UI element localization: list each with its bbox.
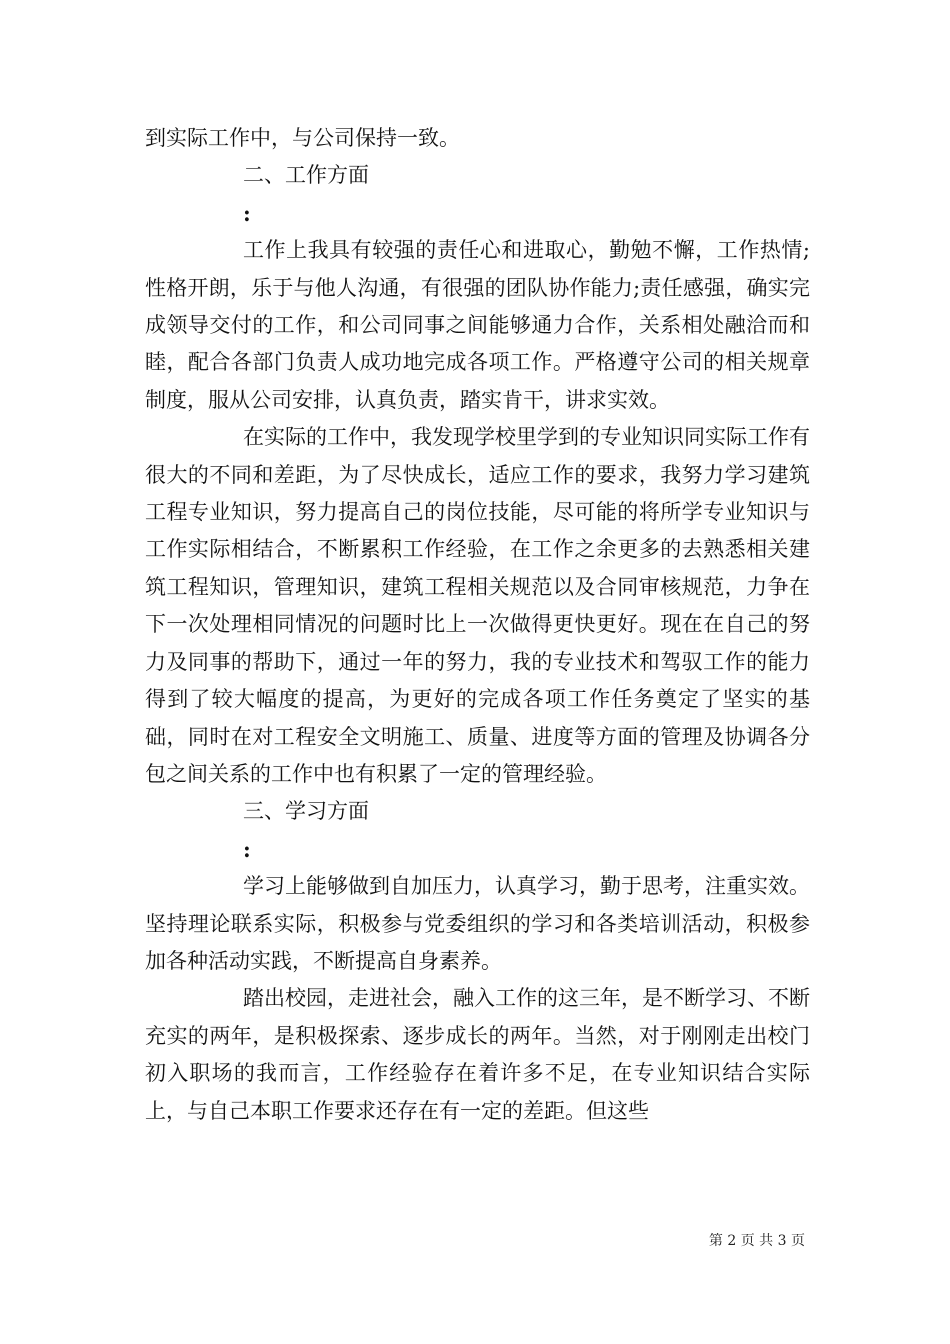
section-heading-work: 二、工作方面 [243,163,369,188]
section-heading-study: 三、学习方面 [243,799,369,824]
paragraph-work-attitude: 工作上我具有较强的责任心和进取心，勤勉不懈，工作热情;性格开朗，乐于与他人沟通，有很强的团队协作能力;责任感强，确实完成领导交付的工作，和公司同事之间能够通力合作，关系相处融洽而和睦，配合各部门负责人成功地完成各项工作。严格遵守公司的相关规章制度，服从公司安排，认真负责，踏实肯干，讲求实效。 [145,238,810,412]
section-colon-study: : [243,836,251,862]
paragraph-study: 学习上能够做到自加压力，认真学习，勤于思考，注重实效。坚持理论联系实际，积极参与党委组织的学习和各类培训活动，积极参加各种活动实践，不断提高自身素养。 [145,874,810,973]
paragraph-continuation: 到实际工作中，与公司保持一致。 [145,126,460,150]
document-body [145,120,810,1130]
page-number: 第 2 页 共 3 页 [708,1233,805,1249]
paragraph-reflection: 踏出校园，走进社会，融入工作的这三年，是不断学习、不断充实的两年，是积极探索、逐步成长的两年。当然，对于刚刚走出校门初入职场的我而言，工作经验存在着许多不足，在专业知识结合实际上，与自己本职工作要求还存在有一定的差距。但这些 [145,986,810,1123]
paragraph-work-growth: 在实际的工作中，我发现学校里学到的专业知识同实际工作有很大的不同和差距，为了尽快成长，适应工作的要求，我努力学习建筑工程专业知识，努力提高自己的岗位技能，尽可能的将所学专业知识与工作实际相结合，不断累积工作经验，在工作之余更多的去熟悉相关建筑工程知识，管理知识，建筑工程相关规范以及合同审核规范，力争在下一次处理相同情况的问题时比上一次做得更快更好。现在在自己的努力及同事的帮助下，通过一年的努力，我的专业技术和驾驭工作的能力得到了较大幅度的提高，为更好的完成各项工作任务奠定了坚实的基础，同时在对工程安全文明施工、质量、进度等方面的管理及协调各分包之间关系的工作中也有积累了一定的管理经验。 [145,425,810,786]
section-colon-work: : [243,200,251,226]
